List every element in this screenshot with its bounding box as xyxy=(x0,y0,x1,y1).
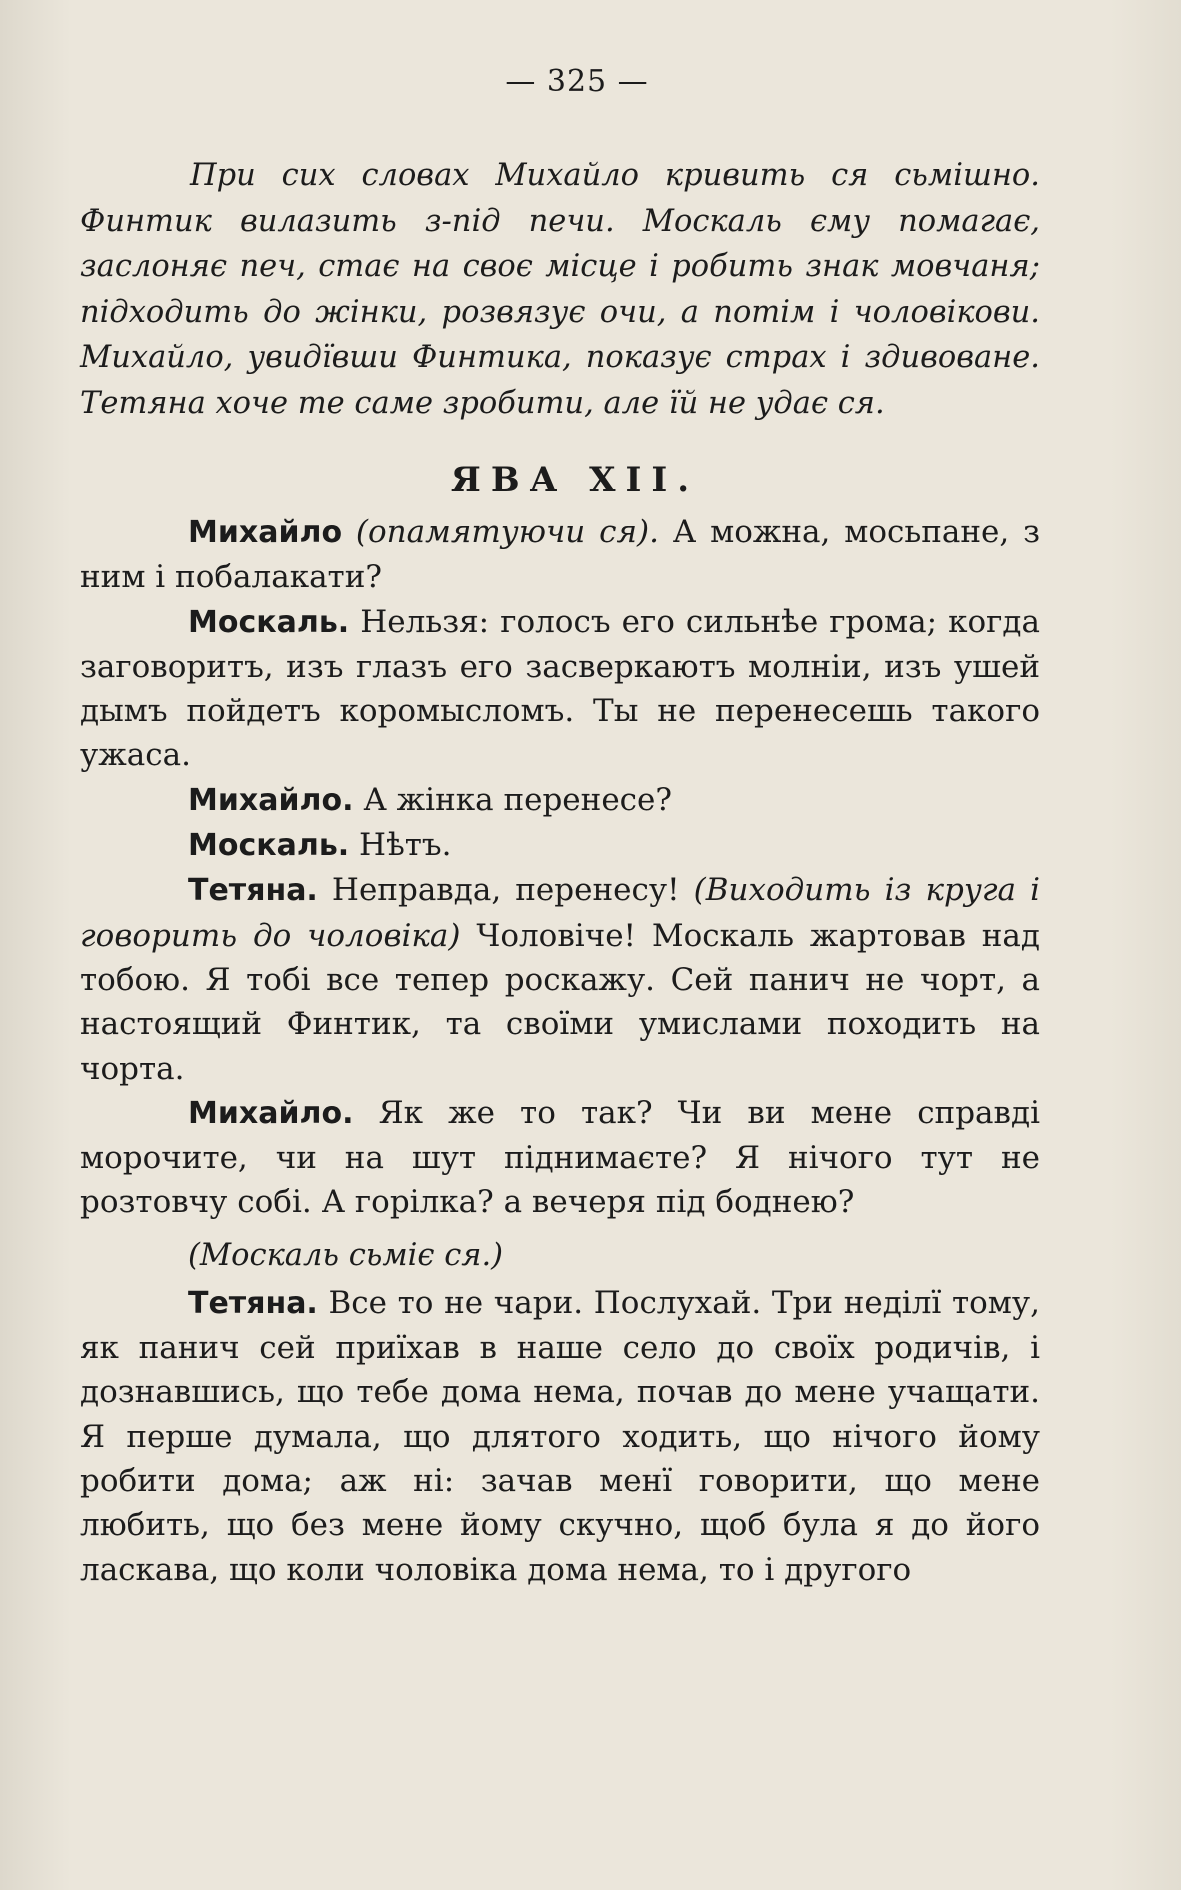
speech-text: Все то не чари. Послухай. Три неділї тому, як панич сей приїхав в наше село до своїх родичів, і дознавшись, що тебе дома нема, почав до мене учащати. Я перше думала, що длятого ходить, що нічого йому робити дома; аж ні: зачав менї говорити, що мене любить, що без мене йому скучно, щоб була я до його ласкава, що коли чоловіка дома нема, то і другого xyxy=(80,1284,1040,1588)
speech-text: Нельзя: голосъ его сильнѣе грома; когда заговоритъ, изъ глазъ его засверкаютъ молніи, изъ ушей дымъ пойдетъ коромысломъ. Ты не перенесешь такого ужаса. xyxy=(80,603,1040,774)
stage-remark: (опамятуючи ся). xyxy=(355,514,659,550)
page-number: — 325 — xyxy=(505,64,649,99)
speaker-name: Михайло. xyxy=(188,1095,354,1131)
speaker-name: Михайло. xyxy=(188,782,354,818)
speech-text: А жінка перенесе? xyxy=(353,781,672,818)
speech-text: Неправда, перенесу! xyxy=(317,872,694,909)
speech-moskal-1 xyxy=(80,600,1040,778)
speaker-name: Москаль. xyxy=(188,828,350,864)
speaker-name: Тетяна. xyxy=(188,873,318,909)
stage-remark: (Виходить із круга і говорить до чоловіка) xyxy=(80,872,1040,954)
speaker-name: Тетяна. xyxy=(188,1285,318,1321)
speech-mykhailo-1 xyxy=(80,510,1040,600)
stage-direction-line: (Москаль сьміє ся.) xyxy=(188,1237,504,1273)
speech-mykhailo-2 xyxy=(80,778,1040,823)
speech-mykhailo-3 xyxy=(80,1091,1040,1225)
speech-text: Нѣтъ. xyxy=(349,827,452,864)
speaker-name: Михайло xyxy=(188,515,343,550)
speech-text: А можна, мосьпане, з ним і побалакати? xyxy=(80,514,1040,596)
speech-moskal-2 xyxy=(80,823,1040,868)
speech-text-continued: Чоловіче! Москаль жартовав над тобою. Я тобі все тепер роскажу. Сей панич не чорт, а настоящий Финтик, та своїми умислами походить на чорта. xyxy=(80,917,1040,1087)
scene-heading: ЯВА XII. xyxy=(450,460,700,500)
speech-tetiana-2 xyxy=(80,1281,1040,1592)
speaker-name: Москаль. xyxy=(188,604,350,640)
speech-tetiana-1 xyxy=(80,868,1040,1090)
speech-text: Як же то так? Чи ви мене справді морочите, чи на шут піднимаєте? Я нічого тут не розтовчу собі. А горілка? а вечеря під боднею? xyxy=(80,1094,1040,1221)
stage-direction-intro: При сих словах Михайло кривить ся сьмішно. Финтик вилазить з-під печи. Москаль єму помагає, заслоняє печ, стає на своє місце і робить знак мовчаня; підходить до жінки, розвязує очи, а потім і чоловікови. Михайло, увидївши Финтика, показує страх і здивоване. Тетяна хоче те саме зробити, але їй не удає ся. xyxy=(80,158,1040,421)
